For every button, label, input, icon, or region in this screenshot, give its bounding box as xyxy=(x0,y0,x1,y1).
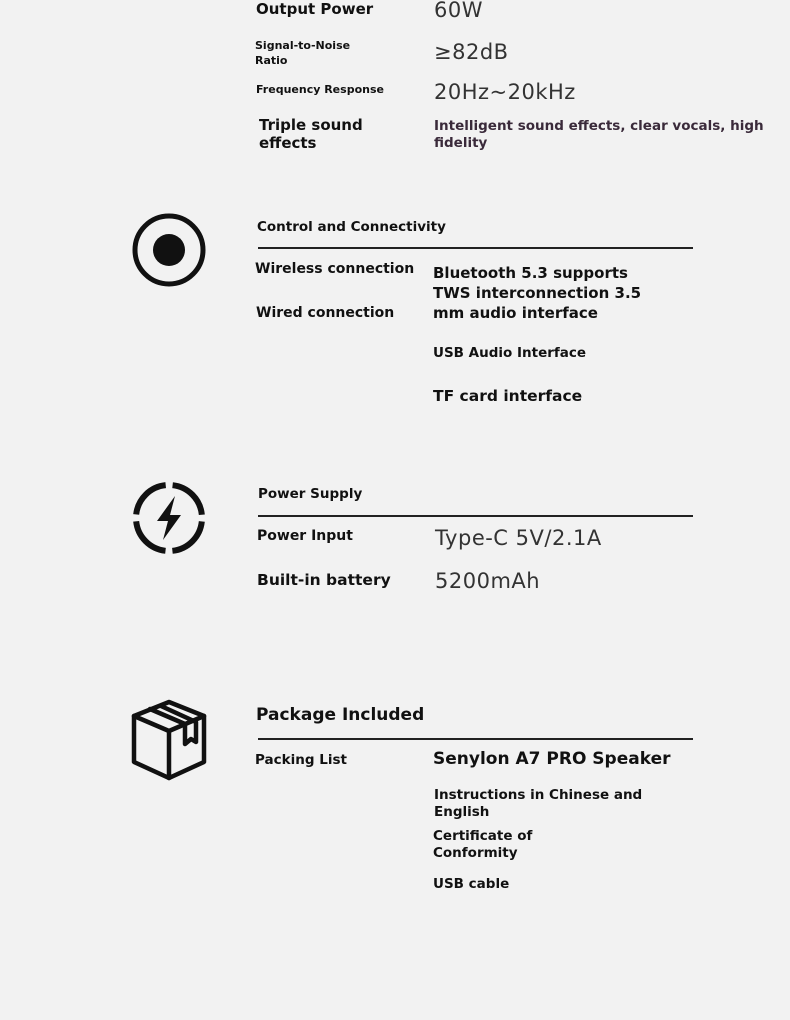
triple-sound-label: Triple sound effects xyxy=(259,116,363,152)
triple-sound-value: Intelligent sound effects, clear vocals, high fidelity xyxy=(434,118,764,151)
record-circle-icon xyxy=(131,212,207,288)
package-box-icon xyxy=(130,698,208,782)
battery-label: Built-in battery xyxy=(257,571,391,589)
snr-label: Signal-to-Noise Ratio xyxy=(255,39,351,67)
package-item-usb-cable: USB cable xyxy=(433,876,510,892)
package-divider xyxy=(258,738,693,740)
package-section-title: Package Included xyxy=(256,705,425,725)
control-section-title: Control and Connectivity xyxy=(257,219,446,235)
package-item-instructions: Instructions in Chinese and English xyxy=(434,787,643,820)
control-divider xyxy=(258,247,693,249)
frequency-response-value: 20Hz~20kHz xyxy=(434,80,576,104)
frequency-response-label: Frequency Response xyxy=(256,83,384,96)
usb-audio-value: USB Audio Interface xyxy=(433,345,587,361)
power-divider xyxy=(258,515,693,517)
wireless-connection-label: Wireless connection xyxy=(255,261,415,277)
power-input-label: Power Input xyxy=(257,528,353,544)
power-bolt-icon xyxy=(130,479,208,557)
snr-value: ≥82dB xyxy=(434,40,509,64)
power-input-value: Type-C 5V/2.1A xyxy=(435,526,602,550)
packing-list-label: Packing List xyxy=(255,752,347,768)
wired-connection-label: Wired connection xyxy=(256,305,395,321)
power-section-title: Power Supply xyxy=(258,486,363,502)
package-item-certificate: Certificate of Conformity xyxy=(433,828,533,861)
battery-value: 5200mAh xyxy=(435,569,541,593)
bluetooth-value: Bluetooth 5.3 supports TWS interconnection 3.5 mm audio interface xyxy=(433,264,642,322)
package-item-speaker: Senylon A7 PRO Speaker xyxy=(433,749,671,769)
output-power-value: 60W xyxy=(434,0,483,22)
tf-card-value: TF card interface xyxy=(433,387,583,405)
output-power-label: Output Power xyxy=(256,0,374,18)
